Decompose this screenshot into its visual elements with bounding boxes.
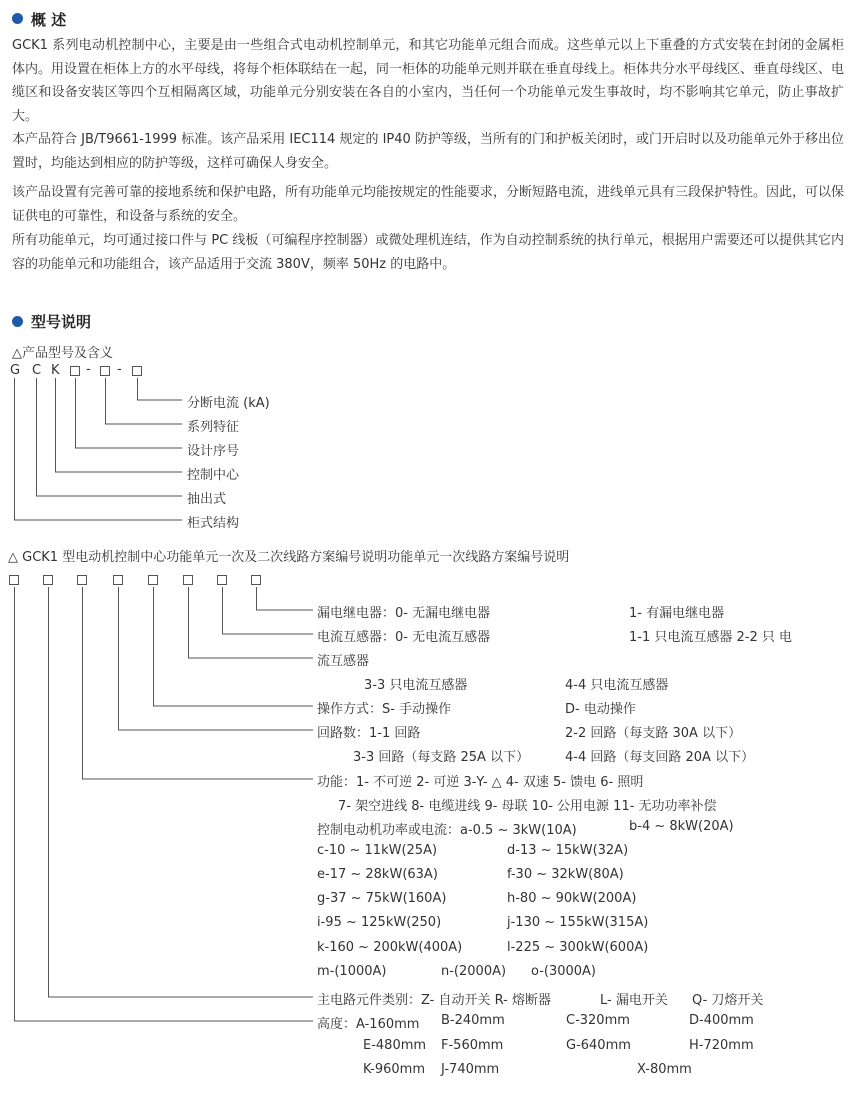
- scheme-line: b-4 ~ 8kW(20A): [629, 819, 734, 834]
- scheme-line: L- 漏电开关: [600, 993, 668, 1008]
- scheme-line: 回路数：1-1 回路: [317, 726, 421, 741]
- scheme-caption: △ GCK1 型电动机控制中心功能单元一次及二次线路方案编号说明功能单元一次线路方案编号说明: [8, 550, 570, 565]
- model-letter-c: C: [32, 363, 42, 378]
- scheme-line: G-640mm: [566, 1038, 631, 1053]
- scheme-line: 7- 架空进线 8- 电缆进线 9- 母联 10- 公用电源 11- 无功功率补偿: [338, 799, 717, 814]
- overview-paragraph-2: 本产品符合 JB/T9661-1999 标准。该产品采用 IEC114 规定的 IP40 防护等级，当所有的门和护板关闭时，或门开启时以及功能单元外于移出位置时，均能达到相应的防护等级，这样可确保人身安全。: [12, 132, 844, 171]
- scheme-line: H-720mm: [689, 1038, 754, 1053]
- scheme-line: g-37 ~ 75kW(160A): [317, 891, 447, 906]
- section-title-model: 型号说明: [31, 313, 92, 331]
- model-dash: -: [86, 362, 91, 377]
- scheme-line: i-95 ~ 125kW(250): [317, 915, 442, 930]
- scheme-line: J-740mm: [441, 1062, 500, 1077]
- scheme-line: C-320mm: [566, 1013, 630, 1028]
- overview-paragraph-4: 所有功能单元，均可通过接口件与 PC 线板（可编程序控制器）或微处理机连结，作为自动控制系统的执行单元，根据用户需要还可以提供其它内容的功能单元和功能组合，该产品适用于交流 380V，频率 50Hz 的电路中。: [12, 233, 844, 272]
- scheme-line: d-13 ~ 15kW(32A): [507, 843, 629, 858]
- model-label-breaking-current: 分断电流 (kA): [187, 396, 270, 411]
- scheme-line: 4-4 回路（每支回路 20A 以下）: [565, 750, 755, 765]
- scheme-line: 高度：A-160mm: [317, 1017, 420, 1032]
- scheme-line: 控制电动机功率或电流：a-0.5 ~ 3kW(10A): [317, 823, 577, 838]
- scheme-line: 1- 有漏电继电器: [629, 606, 725, 621]
- scheme-line: E-480mm: [363, 1038, 427, 1053]
- scheme-line: 主电路元件类别：Z- 自动开关 R- 熔断器: [317, 993, 551, 1008]
- scheme-line: K-960mm: [363, 1062, 425, 1077]
- scheme-line: 3-3 回路（每支路 25A 以下）: [353, 750, 530, 765]
- scheme-line: k-160 ~ 200kW(400A): [317, 940, 463, 955]
- scheme-line: c-10 ~ 11kW(25A): [317, 843, 438, 858]
- scheme-line: 电流互感器：0- 无电流互感器: [317, 630, 491, 645]
- scheme-line: F-560mm: [441, 1038, 504, 1053]
- scheme-line: X-80mm: [637, 1062, 692, 1077]
- model-letter-g: G: [10, 363, 21, 378]
- scheme-line: 功能：1- 不可逆 2- 可逆 3-Y- △ 4- 双速 5- 馈电 6- 照明: [317, 775, 644, 790]
- model-label-withdrawable: 抽出式: [187, 492, 227, 507]
- scheme-line: Q- 刀熔开关: [692, 993, 764, 1008]
- model-label-design-no: 设计序号: [187, 444, 240, 459]
- scheme-line: e-17 ~ 28kW(63A): [317, 867, 438, 882]
- scheme-line: B-240mm: [441, 1013, 505, 1028]
- scheme-line: 4-4 只电流互感器: [565, 678, 669, 693]
- scheme-line: 2-2 回路（每支路 30A 以下）: [565, 726, 742, 741]
- model-label-control-center: 控制中心: [187, 468, 240, 483]
- scheme-line: 3-3 只电流互感器: [364, 678, 468, 693]
- overview-paragraph-3: 该产品设置有完善可靠的接地系统和保护电路，所有功能单元均能按规定的性能要求，分断短路电流，进线单元具有三段保护特性。因此，可以保证供电的可靠性，和设备与系统的安全。: [12, 185, 845, 224]
- scheme-line: 操作方式：S- 手动操作: [317, 702, 452, 717]
- section-title-overview: 概 述: [31, 11, 67, 29]
- scheme-line: 流互感器: [317, 654, 370, 669]
- scheme-line: D- 电动操作: [565, 702, 636, 717]
- model-letter-k: K: [51, 363, 60, 378]
- scheme-line: n-(2000A): [441, 964, 507, 979]
- model-label-series: 系列特征: [187, 420, 240, 435]
- scheme-line: 1-1 只电流互感器 2-2 只 电: [629, 630, 792, 645]
- model-caption: △产品型号及含义: [12, 346, 113, 361]
- scheme-line: l-225 ~ 300kW(600A): [507, 940, 649, 955]
- scheme-line: j-130 ~ 155kW(315A): [507, 915, 649, 930]
- model-label-cabinet: 柜式结构: [187, 516, 240, 531]
- overview-paragraph-1: GCK1 系列电动机控制中心，主要是由一些组合式电动机控制单元，和其它功能单元组合而成。这些单元以上下重叠的方式安装在封闭的金属柜体内。用设置在柜体上方的水平母线，将每个柜体联结在一起，同一柜体的功能单元则并联在垂直母线上。柜体共分水平母线区、垂直母线区、电缆区和设备安装区等四个互相隔离区域，功能单元分别安装在各自的小室内，当任何一个功能单元发生事故时，均不影响其它单元，防止事故扩大。: [12, 38, 845, 124]
- scheme-line: o-(3000A): [531, 964, 597, 979]
- scheme-line: D-400mm: [689, 1013, 754, 1028]
- scheme-line: m-(1000A): [317, 964, 387, 979]
- model-dash: -: [117, 362, 122, 377]
- scheme-line: 漏电继电器：0- 无漏电继电器: [317, 606, 491, 621]
- scheme-line: f-30 ~ 32kW(80A): [507, 867, 624, 882]
- scheme-line: h-80 ~ 90kW(200A): [507, 891, 637, 906]
